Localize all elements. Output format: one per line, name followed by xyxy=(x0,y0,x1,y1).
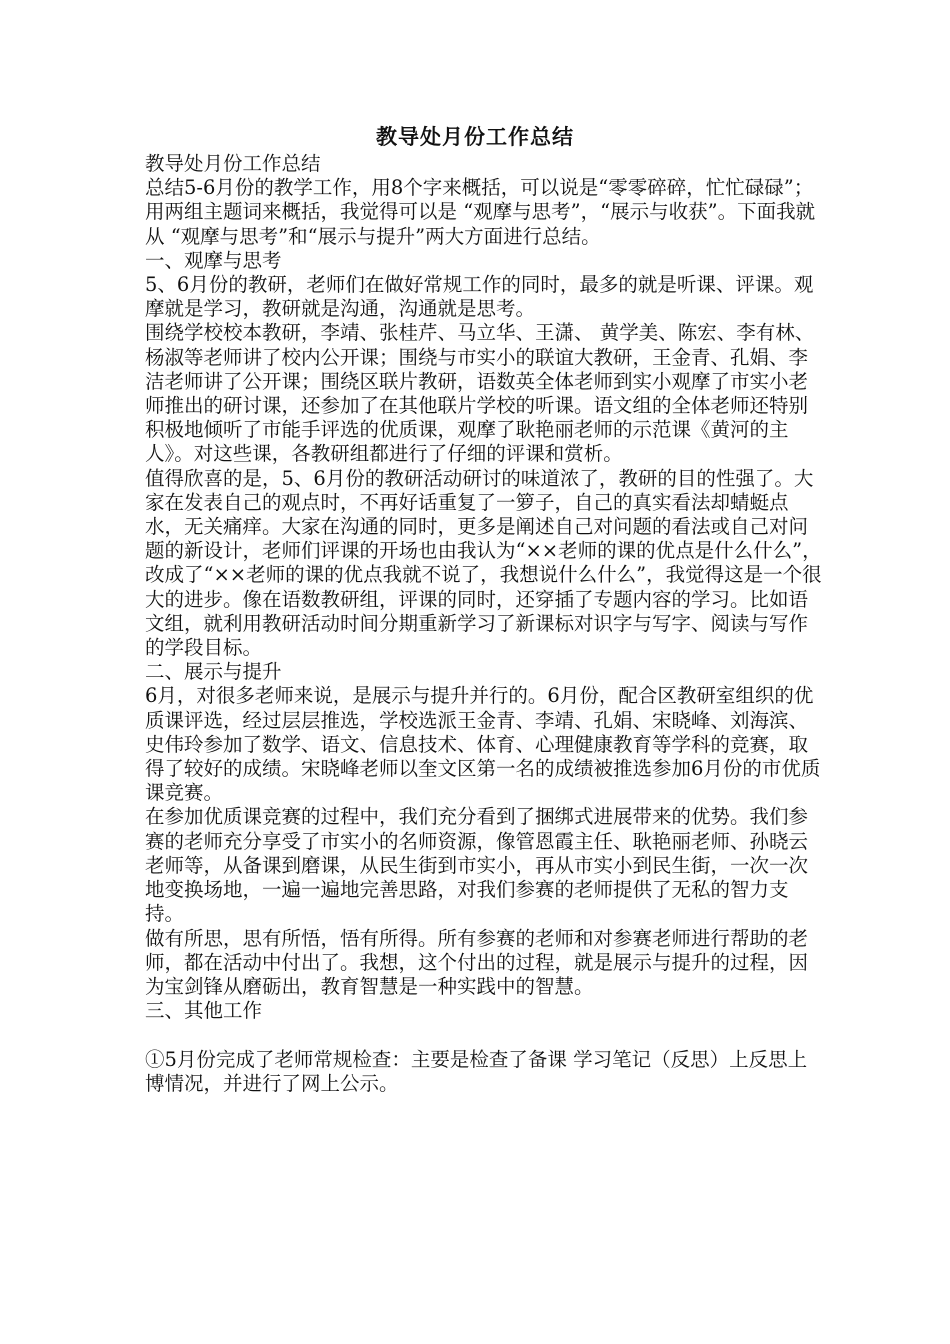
blank-line xyxy=(145,1023,825,1047)
paragraph: 在参加优质课竞赛的过程中，我们充分看到了捆绑式进展带来的优势。我们参赛的老师充分享受了市实小的名师资源，像管恩霞主任、耿艳丽老师、孙晓云老师等，从备课到磨课，从民生街到市实小，再从市实小到民生街，一次一次地变换场地，一遍一遍地完善思路，对我们参赛的老师提供了无私的智力支持。 xyxy=(145,805,809,926)
paragraph: 5、6月份的教研，老师们在做好常规工作的同时，最多的就是听课、评课。观摩就是学习，教研就是沟通，沟通就是思考。 xyxy=(145,273,814,321)
paragraph: 值得欣喜的是，5、6月份的教研活动研讨的味道浓了，教研的目的性强了。大家在发表自己的观点时，不再好话重复了一箩子，自己的真实看法却蜻蜓点水，无关痛痒。大家在沟通的同时，更多是阐述自己对问题的看法或自己对问题的新设计，老师们评课的开场也由我认为“××老师的课的优点是什么什么”，改成了“××老师的课的优点我就不说了，我想说什么什么”，我觉得这是一个很大的进步。像在语数教研组，评课的同时，还穿插了专题内容的学习。比如语文组，就利用教研活动时间分期重新学习了新课标对识字与写字、阅读与写作的学段目标。 xyxy=(145,466,822,660)
section-heading-3: 三、其他工作 xyxy=(145,999,263,1023)
paragraph-heading: 教导处月份工作总结 xyxy=(145,152,321,175)
paragraph: 6月，对很多老师来说，是展示与提升并行的。6月份，配合区教研室组织的优质课评选，经过层层推选，学校选派王金青、李靖、孔娟、宋晓峰、刘海滨、史伟玲参加了数学、语文、信息技术、体育、心理健康教育等学科的竞赛，取得了较好的成绩。宋晓峰老师以奎文区第一名的成绩被推选参加6月份的市优质课竞赛。 xyxy=(145,684,821,805)
section-heading-1: 一、观摩与思考 xyxy=(145,248,282,272)
paragraph-intro: 总结5-6月份的教学工作，用8个字来概括，可以说是“零零碎碎，忙忙碌碌”；用两组主题词来概括，我觉得可以是 “观摩与思考”，“展示与收获”。下面我就从 “观摩与思考”和“展示与提升”两大方面进行总结。 xyxy=(145,176,816,248)
paragraph: 做有所思，思有所悟，悟有所得。所有参赛的老师和对参赛老师进行帮助的老师，都在活动中付出了。我想，这个付出的过程，就是展示与提升的过程，因为宝剑锋从磨砺出，教育智慧是一种实践中的智慧。 xyxy=(145,926,809,998)
document-title: 教导处月份工作总结 xyxy=(376,124,574,149)
document-body xyxy=(145,152,825,1096)
paragraph: 围绕学校校本教研，李靖、张桂芹、马立华、王潇、 黄学美、陈宏、李有林、杨淑等老师讲了校内公开课；围绕与市实小的联谊大教研，王金青、孔娟、李洁老师讲了公开课；围绕区联片教研，语数英全体老师到实小观摩了市实小老师推出的研讨课，还参加了在其他联片学校的听课。语文组的全体老师还特别积极地倾听了市能手评选的优质课，观摩了耿艳丽老师的示范课《黄河的主人》。对这些课，各教研组都进行了仔细的评课和赏析。 xyxy=(145,321,815,466)
section-heading-2: 二、展示与提升 xyxy=(145,660,282,684)
paragraph: ①5月份完成了老师常规检查：主要是检查了备课 学习笔记（反思）上反思上博情况，并进行了网上公示。 xyxy=(145,1047,808,1095)
